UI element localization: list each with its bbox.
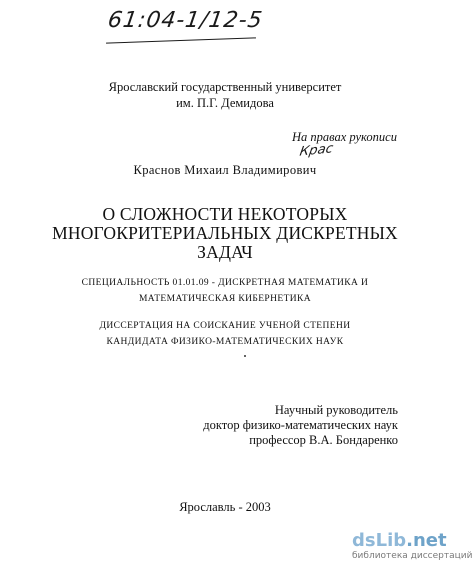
author-name: Краснов Михаил Владимирович — [133, 163, 317, 177]
university-name: Ярославский государственный университет — [108, 80, 342, 94]
ink-dot — [244, 355, 246, 357]
dslib-subtitle: библиотека диссертаций — [352, 551, 472, 561]
advisor-degree: доктор физико-математических наук — [203, 418, 398, 432]
thesis-title-line1: О СЛОЖНОСТИ НЕКОТОРЫХ — [102, 204, 348, 224]
manuscript-rights: На правах рукописи — [292, 130, 397, 144]
handwritten-signature: Крас — [298, 141, 335, 160]
dslib-logo-main: dsLib — [352, 530, 407, 551]
university-namesake: им. П.Г. Демидова — [176, 96, 274, 110]
city-year: Ярославль - 2003 — [179, 500, 271, 514]
dslib-watermark[interactable] — [352, 530, 472, 562]
specialty-line2: МАТЕМАТИЧЕСКАЯ КИБЕРНЕТИКА — [138, 294, 312, 304]
dissertation-line2: КАНДИДАТА ФИЗИКО-МАТЕМАТИЧЕСКИХ НАУК — [106, 337, 344, 347]
dissertation-line1: ДИССЕРТАЦИЯ НА СОИСКАНИЕ УЧЕНОЙ СТЕПЕНИ — [99, 321, 351, 331]
advisor-label: Научный руководитель — [274, 403, 398, 417]
dslib-logo — [352, 531, 446, 551]
stamp-underline — [106, 37, 256, 43]
specialty-line1: СПЕЦИАЛЬНОСТЬ 01.01.09 - ДИСКРЕТНАЯ МАТЕМАТИКА И — [81, 278, 369, 288]
archive-stamp: 61:04-1/12-5 — [106, 8, 265, 33]
advisor-name: профессор В.А. Бондаренко — [249, 433, 398, 447]
dslib-logo-suffix: .net — [406, 530, 447, 551]
thesis-title-line2: МНОГОКРИТЕРИАЛЬНЫХ ДИСКРЕТНЫХ — [52, 223, 398, 243]
thesis-title-line3: ЗАДАЧ — [197, 242, 253, 262]
